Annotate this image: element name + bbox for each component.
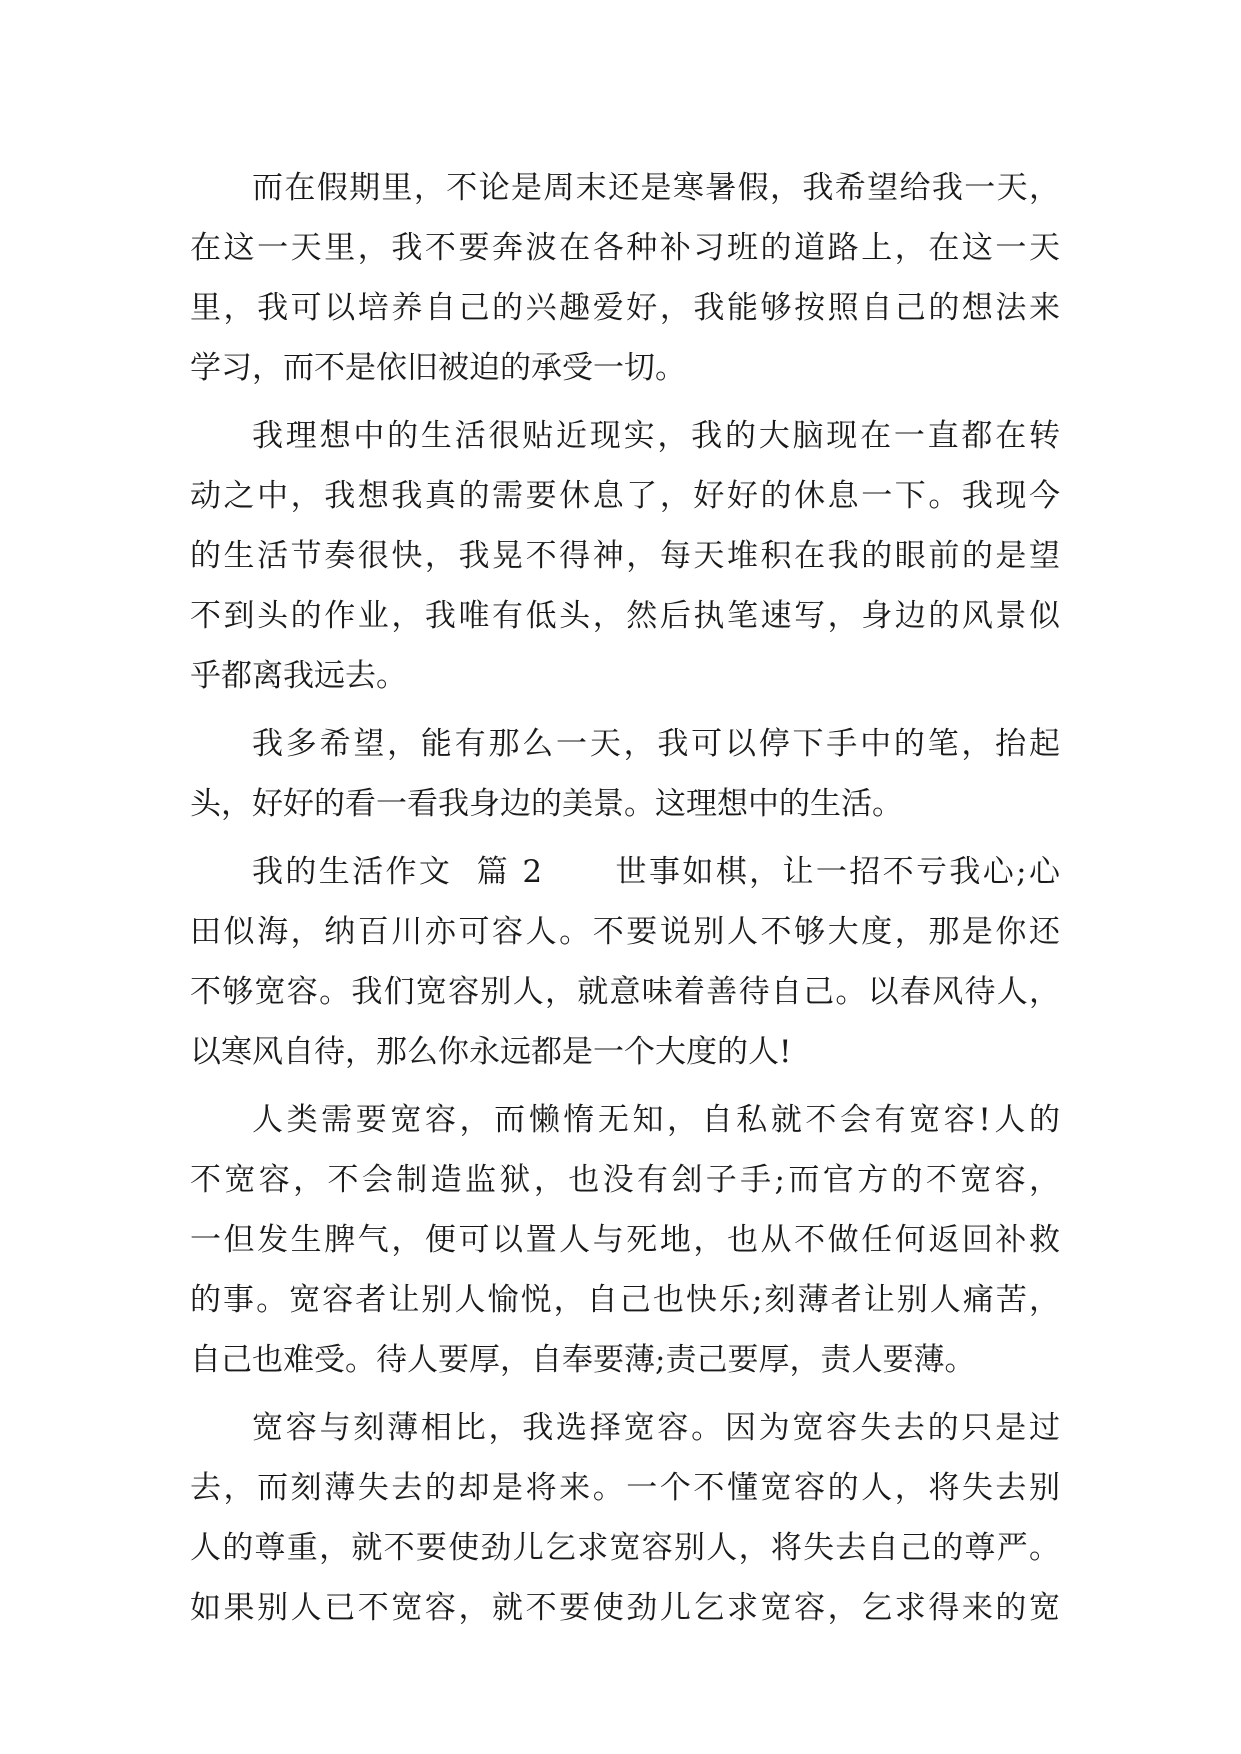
paragraph (190, 842, 1060, 1082)
paragraph (190, 1398, 1060, 1638)
article-body (190, 158, 1060, 1638)
text-line: 我的生活作文 篇 2 世事如棋，让一招不亏我心;心 (252, 854, 1060, 890)
text-line: 里，我可以培养自己的兴趣爱好，我能够按照自己的想法来 (190, 290, 1060, 326)
text-line: 而在假期里，不论是周末还是寒暑假，我希望给我一天， (252, 170, 1060, 206)
text-line: 不宽容，不会制造监狱，也没有刽子手;而官方的不宽容， (190, 1162, 1060, 1198)
text-line: 田似海，纳百川亦可容人。不要说别人不够大度，那是你还 (190, 914, 1060, 950)
paragraph (190, 158, 1060, 398)
text-line: 的生活节奏很快，我晃不得神，每天堆积在我的眼前的是望 (190, 538, 1060, 574)
text-line: 以寒风自待，那么你永远都是一个大度的人! (190, 1034, 792, 1070)
text-line: 学习，而不是依旧被迫的承受一切。 (190, 350, 686, 386)
text-line: 自己也难受。待人要厚，自奉要薄;责己要厚，责人要薄。 (190, 1342, 976, 1378)
text-line: 人的尊重，就不要使劲儿乞求宽容别人，将失去自己的尊严。 (190, 1530, 1060, 1566)
text-line: 不够宽容。我们宽容别人，就意味着善待自己。以春风待人， (190, 974, 1060, 1010)
text-line: 宽容与刻薄相比，我选择宽容。因为宽容失去的只是过 (252, 1410, 1060, 1446)
text-line: 我理想中的生活很贴近现实，我的大脑现在一直都在转 (252, 418, 1060, 454)
text-line: 在这一天里，我不要奔波在各种补习班的道路上，在这一天 (190, 230, 1060, 266)
text-line: 不到头的作业，我唯有低头，然后执笔速写，身边的风景似 (190, 598, 1060, 634)
text-line: 人类需要宽容，而懒惰无知，自私就不会有宽容!人的 (252, 1102, 1060, 1138)
text-line: 的事。宽容者让别人愉悦，自己也快乐;刻薄者让别人痛苦， (190, 1282, 1060, 1318)
text-line: 一但发生脾气，便可以置人与死地，也从不做任何返回补救 (190, 1222, 1060, 1258)
text-line: 去，而刻薄失去的却是将来。一个不懂宽容的人，将失去别 (190, 1470, 1060, 1506)
text-line: 乎都离我远去。 (190, 658, 407, 694)
text-line: 动之中，我想我真的需要休息了，好好的休息一下。我现今 (190, 478, 1060, 514)
paragraph (190, 714, 1060, 834)
text-line: 我多希望，能有那么一天，我可以停下手中的笔，抬起 (252, 726, 1060, 762)
paragraph (190, 406, 1060, 706)
paragraph (190, 1090, 1060, 1390)
text-line: 头，好好的看一看我身边的美景。这理想中的生活。 (190, 786, 903, 822)
text-line: 如果别人已不宽容，就不要使劲儿乞求宽容，乞求得来的宽 (190, 1590, 1060, 1626)
